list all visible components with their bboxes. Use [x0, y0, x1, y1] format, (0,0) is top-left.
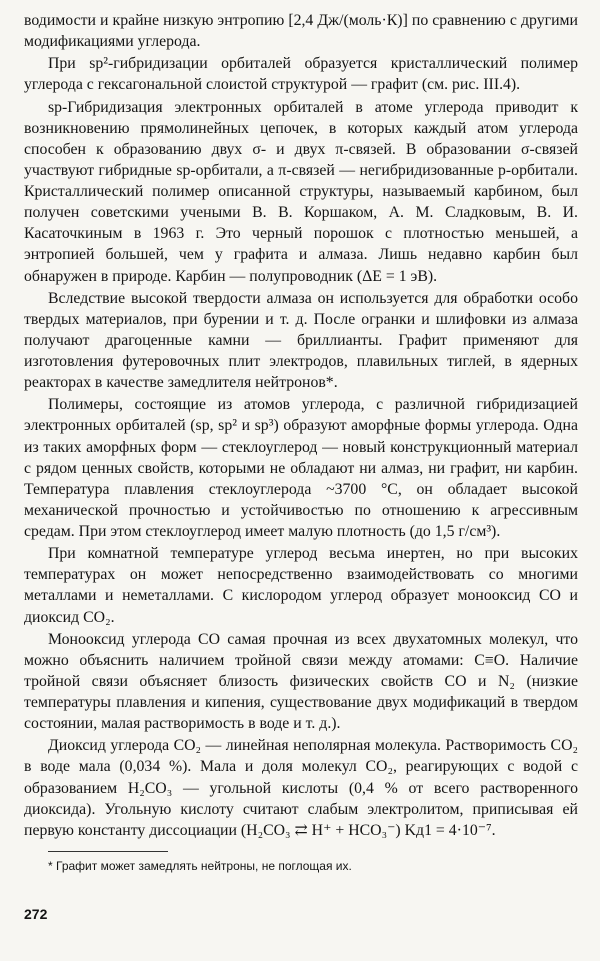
paragraph: Полимеры, состоящие из атомов углерода, с различной гибридизацией электронных орбиталей (sp, sp² и sp³) образуют аморфные формы углерода. Одна из таких аморфных форм — стеклоуглерод — новый конструкционный материал с рядом ценных свойств, которыми не обладают ни алмаз, ни графит, ни карбин. Температура плавления стеклоуглерода ~3700 °С, он обладает высокой механической прочностью и устойчивостью по отношению к агрессивным средам. При этом стеклоуглерод имеет малую плотность (до 1,5 г/см³).	[24, 396, 578, 540]
paragraph: водимости и крайне низкую энтропию [2,4 Дж/(моль·К)] по сравнению с другими модификациями углерода.	[24, 12, 578, 51]
footnote: * Графит может замедлять нейтроны, не поглощая их.	[48, 858, 352, 873]
paragraph: Диоксид углерода CO₂ — линейная неполярная молекула. Растворимость CO₂ в воде мала (0,034 %). Мала и доля молекул CO₂, реагирующих с водой с образованием H₂CO₃ — угольной кислоты (0,4 % от всего растворенного диоксида). Угольную кислоту считают слабым электролитом, приписывая ей первую константу диссоциации (H₂CO₃ ⇄ H⁺ + HCO₃⁻) Kд1 = 4·10⁻⁷.	[24, 737, 578, 839]
page-number: 272	[24, 906, 48, 922]
paragraph: Монооксид углерода CO самая прочная из всех двухатомных молекул, что можно объяснить наличием тройной связи между атомами: C≡O. Наличие тройной связи объясняет близость физических свойств CO и N₂ (низкие температуры плавления и кипения, существование двух модификаций в твердом состоянии, малая растворимость в воде и т. д.).	[24, 630, 578, 733]
paragraph: Вследствие высокой твердости алмаза он используется для обработки особо твердых материалов, при бурении и т. д. После огранки и шлифовки из алмаза получают драгоценные камни — бриллианты. Графит применяют для изготовления футеровочных плит электродов, плавильных тиглей, в ядерных реакторах в качестве замедлителя нейтронов*.	[24, 289, 578, 392]
paragraph: sp-Гибридизация электронных орбиталей в атоме углерода приводит к возникновению прямолинейных цепочек, в которых каждый атом углерода способен к образованию двух σ- и двух π-связей. В образовании σ-связей участвуют гибридные sp-орбитали, а π-связей — негибридизованные p-орбитали. Кристаллический полимер описанной структуры, называемый карбином, был получен советскими учеными В. В. Коршаком, А. М. Сладковым, В. И. Касаточкиным в 1963 г. Это черный порошок с плотностью меньшей, а энтропией большей, чем у графита и алмаза. Лишь недавно карбин был обнаружен в природе. Карбин — полупроводник (ΔE = 1 эВ).	[24, 98, 578, 285]
footnote-divider	[48, 851, 168, 852]
paragraph: При sp²-гибридизации орбиталей образуется кристаллический полимер углерода с гексагональной слоистой структурой — графит (см. рис. III.4).	[24, 55, 578, 94]
body-text	[24, 10, 578, 841]
paragraph: При комнатной температуре углерод весьма инертен, но при высоких температурах он может непосредственно взаимодействовать со многими металлами и неметаллами. С кислородом углерод образует монооксид CO и диоксид CO₂.	[24, 545, 578, 626]
